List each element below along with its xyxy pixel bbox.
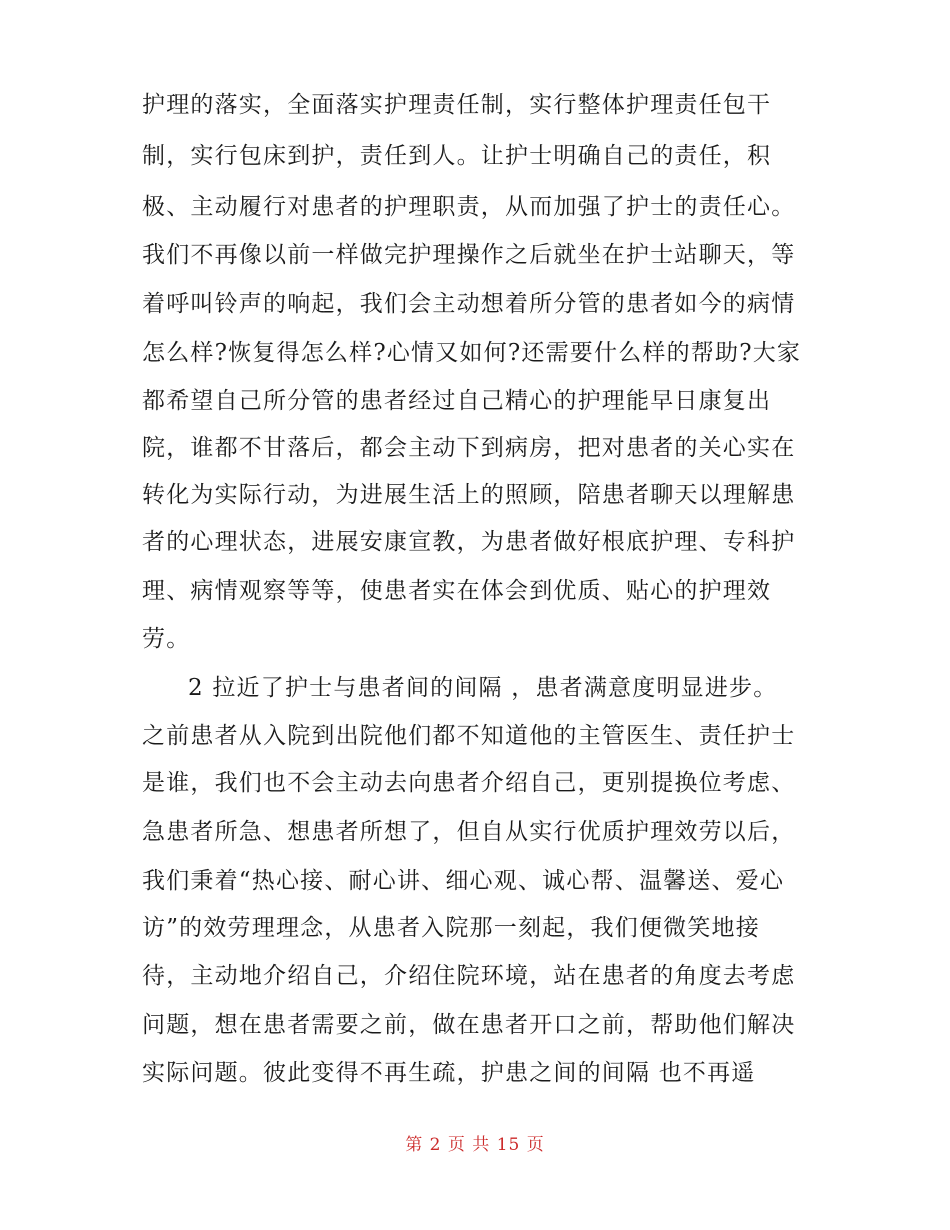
paragraph-line: 待，主动地介绍自己，介绍住院环境，站在患者的角度去考虑 — [142, 963, 796, 989]
paragraph-line: 我们不再像以前一样做完护理操作之后就坐在护士站聊天，等 — [142, 242, 796, 268]
paragraph-line: 院，谁都不甘落后，都会主动下到病房，把对患者的关心实在 — [142, 435, 796, 461]
paragraph-line: 者的心理状态，进展安康宣教，为患者做好根底护理、专科护 — [142, 529, 796, 555]
paragraph-line: 是谁，我们也不会主动去向患者介绍自己，更别提换位考虑、 — [142, 770, 796, 796]
paragraph-line: 都希望自己所分管的患者经过自己精心的护理能早日康复出 — [142, 388, 772, 414]
paragraph-line: 问题，想在患者需要之前，做在患者开口之前，帮助他们解决 — [142, 1012, 796, 1038]
paragraph-line: 着呼叫铃声的响起，我们会主动想着所分管的患者如今的病情 — [142, 291, 796, 317]
page-number-footer: 第 2 页 共 15 页 — [405, 1135, 545, 1155]
paragraph-line: 护理的落实，全面落实护理责任制，实行整体护理责任包干 — [142, 92, 772, 118]
paragraph-line: 极、主动履行对患者的护理职责，从而加强了护士的责任心。 — [142, 194, 796, 220]
paragraph-line: 理、病情观察等等，使患者实在体会到优质、贴心的护理效 — [142, 578, 772, 604]
paragraph-line: 实际问题。彼此变得不再生疏，护患之间的间隔 也不再遥 — [142, 1060, 756, 1086]
paragraph-line: 转化为实际行动，为进展生活上的照顾，陪患者聊天以理解患 — [142, 482, 796, 508]
paragraph-line: 访”的效劳理理念，从患者入院那一刻起，我们便微笑地接 — [142, 915, 760, 941]
paragraph-line: 制，实行包床到护，责任到人。让护士明确自己的责任，积 — [142, 143, 772, 169]
paragraph-line: 怎么样?恢复得怎么样?心情又如何?还需要什么样的帮助?大家 — [142, 340, 802, 366]
paragraph-line: 劳。 — [142, 626, 191, 652]
paragraph-line: 之前患者从入院到出院他们都不知道他的主管医生、责任护士 — [142, 723, 796, 749]
paragraph-line: 急患者所急、想患者所想了，但自从实行优质护理效劳以后， — [142, 819, 796, 845]
paragraph-line: 我们秉着“热心接、耐心讲、细心观、诚心帮、温馨送、爱心 — [142, 868, 785, 894]
section-heading-line: 2 拉近了护士与患者间的间隔 ，患者满意度明显进步。 — [188, 675, 778, 701]
